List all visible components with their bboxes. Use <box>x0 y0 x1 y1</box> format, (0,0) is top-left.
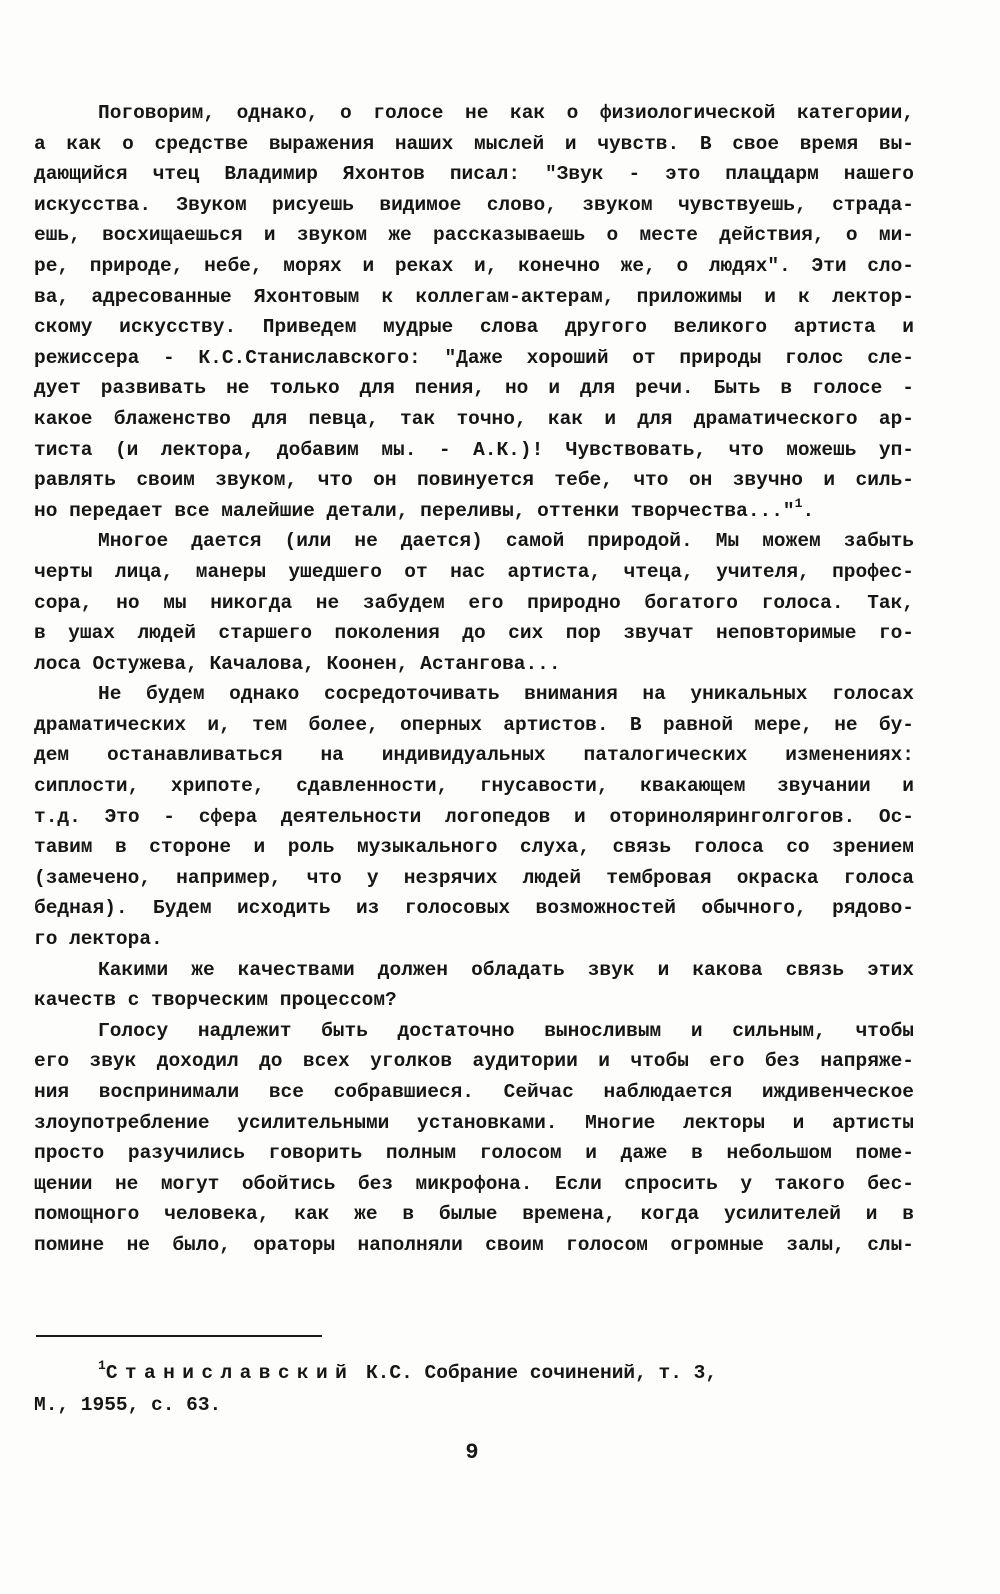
text-line: помине не было, ораторы наполняли своим голосом огромные залы, слы- <box>34 1233 914 1256</box>
text-line: тиста (и лектора, добавим мы. - А.К.)! Чувствовать, что можешь уп- <box>34 438 914 461</box>
body-text <box>34 98 914 1261</box>
footnote <box>34 1357 914 1421</box>
page-number: 9 <box>465 1440 479 1465</box>
text-line: ешь, восхищаешься и звуком же рассказываешь о месте действия, о ми- <box>34 224 914 247</box>
text-line: злоупотребление усилительными установками. Многие лекторы и артисты <box>34 1111 914 1134</box>
text-line: (замечено, например, что у незрячих людей тембровая окраска голоса <box>34 866 914 889</box>
text-line: Голосу надлежит быть достаточно выносливым и сильным, чтобы <box>98 1019 914 1042</box>
text-line: сиплости, хрипоте, сдавленности, гнусавости, квакающем звучании и <box>34 775 914 798</box>
text-line: го лектора. <box>34 928 163 951</box>
text-line: а как о средстве выражения наших мыслей и чувств. В свое время вы- <box>34 132 914 155</box>
text-line: тавим в стороне и роль музыкального слуха, связь голоса со зрением <box>34 836 914 859</box>
text-line: скому искусству. Приведем мудрые слова другого великого артиста и <box>34 316 914 339</box>
text-line: драматических и, тем более, оперных артистов. В равной мере, не бу- <box>34 713 914 736</box>
text-line: дем останавливаться на индивидуальных паталогических изменениях: <box>34 744 914 767</box>
text-line: лоса Остужева, Качалова, Коонен, Астангова... <box>34 652 561 675</box>
text-line: Не будем однако сосредоточивать внимания на уникальных голосах <box>98 683 914 706</box>
text-line: дует развивать не только для пения, но и для речи. Быть в голосе - <box>34 377 914 400</box>
text-line: т.д. Это - сфера деятельности логопедов и оториноляринголгогов. Ос- <box>34 805 914 828</box>
text-line: режиссера - К.С.Станиславского: "Даже хороший от природы голос сле- <box>34 346 914 369</box>
text-line: Какими же качествами должен обладать звук и какова связь этих <box>98 958 914 981</box>
text-line: ре, природе, небе, морях и реках и, конечно же, о людях". Эти сло- <box>34 254 914 277</box>
text-line: просто разучились говорить полным голосом и даже в небольшом поме- <box>34 1142 914 1165</box>
footnote-marker: 1 <box>98 1358 106 1373</box>
text-line: в ушах людей старшего поколения до сих пор звучат неповторимые го- <box>34 622 914 645</box>
text-line: дающийся чтец Владимир Яхонтов писал: "Звук - это плацдарм нашего <box>34 163 914 186</box>
text-line: щении не могут обойтись без микрофона. Если спросить у такого бес- <box>34 1172 914 1195</box>
footnote-divider <box>36 1335 322 1337</box>
text-line: ва, адресованные Яхонтовым к коллегам-актерам, приложимы и к лектор- <box>34 285 914 308</box>
text-line: его звук доходил до всех уголков аудитории и чтобы его без напряже- <box>34 1050 914 1073</box>
footnote-author: Станиславский <box>105 1362 355 1384</box>
text-line: бедная). Будем исходить из голосовых возможностей обычного, рядово- <box>34 897 914 920</box>
footnote-line <box>34 1357 914 1389</box>
text-line: черты лица, манеры ушедшего от нас артиста, чтеца, учителя, профес- <box>34 560 914 583</box>
text-line: равлять своим звуком, что он повинуется тебе, что он звучно и силь- <box>34 469 914 492</box>
text-line: но передает все малейшие детали, переливы, оттенки творчества..." <box>34 499 795 522</box>
text-line: сора, но мы никогда не забудем его природно богатого голоса. Так, <box>34 591 914 614</box>
text-line: Многое дается (или не дается) самой природой. Мы можем забыть <box>98 530 914 553</box>
text-line: ния воспринимали все собравшиеся. Сейчас наблюдается иждивенческое <box>34 1081 914 1103</box>
text-line-with-footnote: но передает все малейшие детали, переливы, оттенки творчества..."$^1$. <box>34 495 815 522</box>
text-line: качеств с творческим процессом? <box>34 989 397 1012</box>
footnote-line: М., 1955, с. 63. <box>34 1394 222 1416</box>
text-line: Поговорим, однако, о голосе не как о физиологической категории, <box>98 102 914 124</box>
footnote-citation: К.С. Собрание сочинений, т. 3, <box>354 1362 718 1384</box>
text-line: искусства. Звуком рисуешь видимое слово, звуком чувствуешь, страда- <box>34 193 914 216</box>
text-line: какое блаженство для певца, так точно, как и для драматического ар- <box>34 407 914 430</box>
text-line: помощного человека, как же в былые времена, когда усилителей и в <box>34 1203 914 1226</box>
footnote-reference: 1 <box>794 495 803 511</box>
